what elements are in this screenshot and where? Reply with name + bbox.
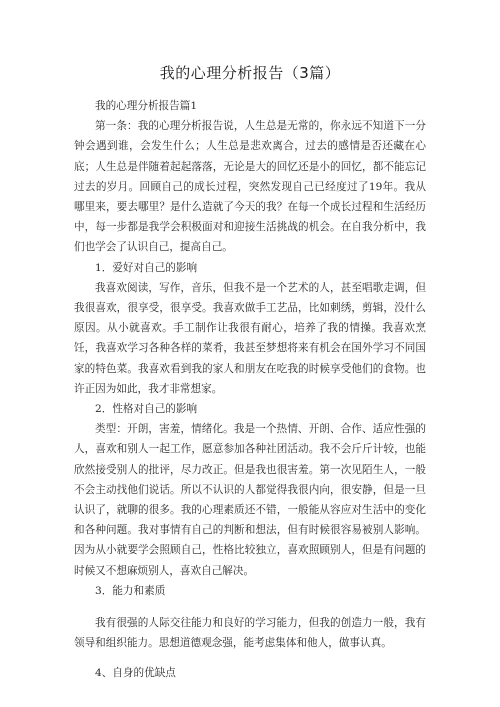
intro-paragraph: 第一条：我的心理分析报告说，人生总是无常的，你永远不知道下一分钟会遇到谁，会发生什么；人生总是悲欢离合，过去的感情是否还藏在心底；人生总是伴随着起起落落，无论是大的回忆还是小的回忆，都不能忘记过去的岁月。回顾自己的成长过程，突然发现自己已经度过了19年。我从哪里来，要去哪里？是什么造就了今天的我？在每一个成长过程和生活经历中，每一步都是我学会积极面对和迎接生活挑战的机会。在自我分析中，我们也学会了认识自己，提高自己。 <box>74 120 426 254</box>
section-heading-personality: 2．性格对自己的影响 <box>95 403 198 416</box>
section-text-personality: 类型：开朗，害羞，情绪化。我是一个热情、开朗、合作、适应性强的人，喜欢和别人一起工作，愿意参加各种社团活动。我不会斤斤计较，也能欣然接受别人的批评，尽力改正。但是我也很害羞。第一次见陌生人，一般不会主动找他们说话。所以不认识的人都觉得我很内向，很安静，但是一旦认识了，就聊的很多。我的心理素质还不错，一般能从容应对生活中的变化和各种问题。我对事情有自己的判断和想法，但有时候很容易被别人影响。因为从小就要学会照顾自己，性格比较独立，喜欢照顾别人，但是有问题的时候又不想麻烦别人，喜欢自己解决。 <box>74 423 426 577</box>
section-heading-abilities: 3．能力和素质 <box>95 584 166 597</box>
section-heading-strengths: 4、自身的优缺点 <box>95 667 176 680</box>
section-heading-hobbies: 1．爱好对自己的影响 <box>95 261 198 274</box>
document-body <box>74 96 426 684</box>
section-text-abilities: 我有很强的人际交往能力和良好的学习能力，但我的创造力一般，我有领导和组织能力。思想道德观念强，能考虑集体和他人，做事认真。 <box>74 617 426 650</box>
subtitle: 我的心理分析报告篇1 <box>95 100 198 112</box>
document-title: 我的心理分析报告（3篇） <box>159 64 341 82</box>
section-text-hobbies: 我喜欢阅读，写作，音乐，但我不是一个艺术的人，甚至唱歌走调，但我很喜欢，很享受，很享受。我喜欢做手工艺品，比如刺绣，剪辑，没什么原因。从小就喜欢。手工制作让我很有耐心，培养了我的情操。我喜欢烹饪，我喜欢学习各种各样的菜肴，我甚至梦想将来有机会在国外学习不同国家的特色菜。我喜欢看到我的家人和朋友在吃我的时候享受他们的食物。也许正因为如此，我才非常想家。 <box>74 281 426 395</box>
